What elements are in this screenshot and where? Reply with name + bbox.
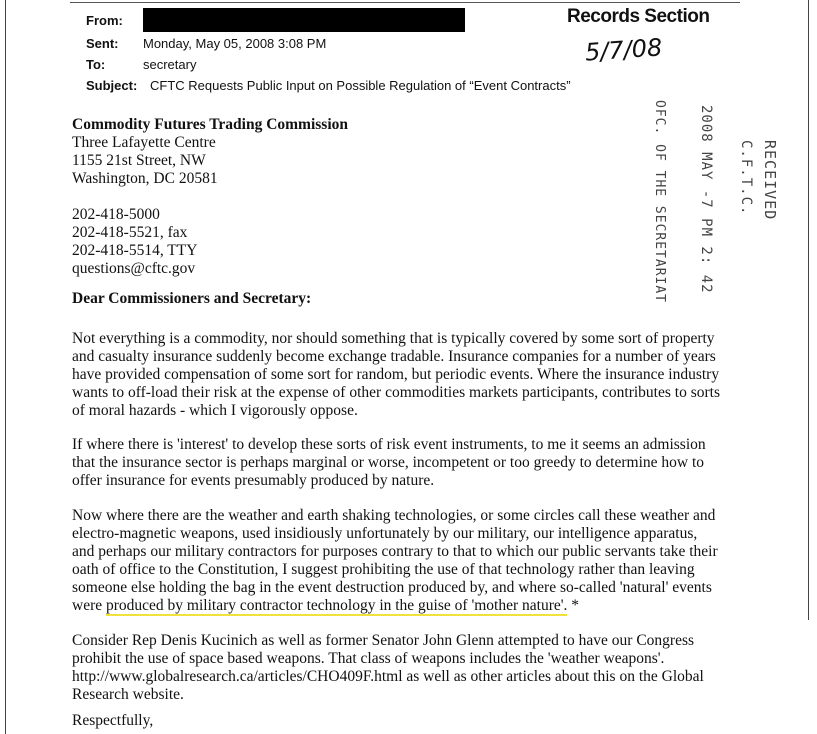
text-line: and perhaps our military contractors for purposes contrary to that to which our public servants take their — [72, 543, 718, 560]
sent-value: Monday, May 05, 2008 3:08 PM — [143, 36, 327, 51]
from-label: From: — [86, 13, 123, 28]
to-label: To: — [86, 57, 106, 72]
records-stamp: Records Section — [567, 6, 710, 27]
tty: 202-418-5514, TTY — [72, 242, 198, 259]
left-border — [5, 0, 6, 734]
highlighted-text: produced by military contractor technology in the guise of 'mother nature'. — [106, 597, 568, 614]
paragraph-4 — [72, 632, 704, 704]
text-line: prohibit the use of space based weapons. That class of weapons includes the 'weather weapons'. — [72, 650, 665, 667]
handwritten-date: 5/7/08 — [584, 33, 664, 67]
received-stamp: RECEIVED — [761, 140, 779, 221]
phone: 202-418-5000 — [72, 206, 160, 223]
address-line: Three Lafayette Centre — [72, 134, 216, 151]
text-line: If where there is 'interest' to develop these sorts of risk event instruments, to me it seems an admission — [72, 436, 706, 453]
address-block — [72, 116, 348, 278]
text-line: Now where there are the weather and earth shaking technologies, or some circles call these weather and — [72, 507, 716, 524]
sent-label: Sent: — [86, 36, 119, 51]
closing: Respectfully, — [72, 712, 154, 729]
salutation: Dear Commissioners and Secretary: — [72, 290, 312, 307]
text-line: of moral hazards - which I vigorously oppose. — [72, 402, 358, 419]
cftc-stamp: C.F.T.C. — [738, 140, 754, 216]
text-line: electro-magnetic weapons, used insidiously unfortunately by our military, our intelligence apparatus, — [72, 525, 698, 542]
text-line: wants to off-load their risk at the expense of other commodities markets participants, contributes to sorts — [72, 384, 720, 401]
to-value: secretary — [143, 57, 197, 72]
email-link[interactable]: questions@cftc.gov — [72, 260, 196, 277]
text-line: Not everything is a commodity, nor should something that is typically covered by some sort of property — [72, 330, 715, 347]
text: were — [72, 597, 106, 614]
redacted-sender — [143, 8, 465, 32]
text: * — [567, 597, 580, 614]
fax: 202-418-5521, fax — [72, 224, 188, 241]
office-stamp: OFC. OF THE SECRETARIAT — [652, 100, 667, 304]
text-line: Research website. — [72, 686, 184, 703]
text-line: and casualty insurance suddenly become exchange tradable. Insurance companies for a number of years — [72, 348, 716, 365]
org-name: Commodity Futures Trading Commission — [72, 116, 349, 133]
text-line: Consider Rep Denis Kucinich as well as former Senator John Glenn attempted to have our Congress — [72, 632, 695, 649]
paragraph-1 — [72, 330, 720, 420]
globalresearch-link[interactable]: http://www.globalresearch.ca/articles/CHO409F.html — [72, 668, 403, 685]
text-line — [72, 668, 704, 686]
text: as well as other articles about this on the Global — [402, 668, 704, 685]
paragraph-3 — [72, 507, 718, 615]
text-line: offer insurance for events presumably produced by nature. — [72, 472, 435, 489]
address-line: 1155 21st Street, NW — [72, 152, 206, 169]
address-line: Washington, DC 20581 — [72, 170, 218, 187]
text-line: that the insurance sector is perhaps marginal or worse, incompetent or too greedy to determine how to — [72, 454, 705, 471]
subject-label: Subject: — [86, 78, 138, 93]
time-stamp: 2008 MAY -7 PM 2: 42 — [698, 105, 714, 294]
text-line — [72, 597, 718, 615]
text-line: oath of office to the Constitution, I suggest prohibiting the use of that technology rather than leaving — [72, 561, 695, 578]
text-line: have provided compensation of some sort for random, but periodic events. Where the insurance industry — [72, 366, 720, 383]
paragraph-2 — [72, 436, 706, 490]
subject-value: CFTC Requests Public Input on Possible Regulation of “Event Contracts” — [150, 78, 571, 93]
text-line: someone else holding the bag in the event destruction produced by, and where so-called 'natural' events — [72, 579, 712, 596]
